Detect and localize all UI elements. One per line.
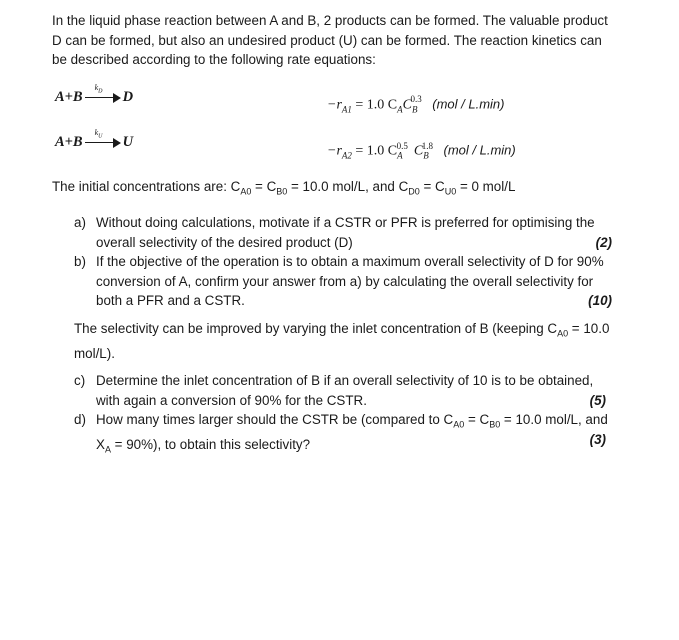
intro-paragraph: In the liquid phase reaction between A and B, 2 products can be formed. The valuable product D can be formed, but also an undesired product (U) can be formed. The reaction kinetics can be described according to the following rate equations: (52, 13, 608, 67)
rate-1-lhs-sub: A1 (341, 104, 352, 115)
question-d (74, 410, 614, 455)
question-c-label: c) (74, 373, 86, 388)
question-d-sub: B0 (489, 419, 501, 430)
question-d-points: (3) (589, 431, 606, 447)
question-a (74, 213, 614, 253)
reaction-1-rhs: D (122, 89, 134, 105)
rate-2-c2-exponent: 1.8 (421, 141, 433, 151)
question-a-text: Without doing calculations, motivate if a CSTR or PFR is preferred for optimising the overall selectivity of the desired product (D) (96, 215, 595, 250)
question-a-points: (2) (595, 234, 612, 250)
initial-text: = 0 mol/L (456, 179, 516, 194)
reaction-1 (55, 82, 134, 106)
initial-sub: B0 (276, 186, 288, 197)
question-b-text: If the objective of the operation is to obtain a maximum overall selectivity of D for 90% conversion of A, confirm your answer from a) by calculating the overall selectivity for both a PFR and a CSTR. (96, 254, 604, 308)
reaction-2 (55, 127, 134, 151)
rate-1-coefficient: = 1.0 C (351, 97, 398, 113)
question-d-text-b: = C (464, 412, 490, 427)
rate-2-coefficient: = 1.0 C (351, 143, 398, 159)
rate-2-c2: C (413, 143, 424, 159)
rate-2-lhs: −r (327, 143, 342, 159)
reaction-1-lhs: A+B (55, 89, 83, 105)
rate-2-c1-exponent: 0.5 (396, 141, 408, 151)
rate-2-unit: (mol / L.min) (443, 142, 516, 158)
question-d-text-d: = 90%), to obtain this selectivity? (110, 437, 311, 453)
question-d-text-c: = 10.0 mol/L, and X (96, 412, 608, 453)
rate-2-c2-sub: B (423, 150, 429, 161)
initial-sub: D0 (408, 186, 420, 197)
rate-1-c2: C (402, 97, 412, 113)
question-d-label: d) (74, 412, 86, 427)
initial-prefix: The initial concentrations are: C (52, 179, 241, 194)
initial-concentrations (52, 177, 515, 202)
question-c (74, 371, 614, 411)
reaction-arrow-icon (85, 127, 121, 148)
question-a-label: a) (74, 215, 86, 230)
middle-text: The selectivity can be improved by varying the inlet concentration of B (keeping C (74, 321, 558, 336)
question-d-text (96, 410, 612, 460)
selectivity-paragraph (74, 319, 620, 364)
rate-1-c2-exponent: 0.3 (410, 94, 422, 104)
rate-constant-label: $k_D$ (94, 82, 103, 95)
middle-text: = 10.0 mol/L). (74, 321, 610, 362)
rate-2-c1-sub: A (397, 150, 403, 161)
question-b-points: (10) (588, 293, 612, 308)
initial-sub: A0 (240, 186, 252, 197)
question-c-text: Determine the inlet concentration of B if an overall selectivity of 10 is to be obtained, with again a conversion of 90% for the CSTR. (96, 373, 594, 408)
question-c-points: (5) (589, 392, 606, 408)
rate-equation-1 (327, 95, 504, 114)
initial-sub: U0 (444, 186, 457, 197)
rate-2-lhs-sub: A2 (341, 150, 352, 161)
initial-text: = C (251, 179, 277, 194)
rate-1-lhs: −r (327, 97, 342, 113)
question-d-sub: A (104, 444, 111, 455)
reaction-arrow-icon (85, 82, 121, 103)
reaction-2-lhs: A+B (55, 134, 83, 150)
question-d-sub: A0 (453, 419, 465, 430)
rate-1-unit: (mol / L.min) (432, 96, 505, 112)
rate-equation-2 (327, 141, 516, 160)
rate-constant-label: $k_U$ (94, 127, 103, 140)
question-b-label: b) (74, 254, 86, 269)
initial-text: = 10.0 mol/L, and C (287, 179, 409, 194)
rate-1-c1-sub: A (397, 104, 403, 115)
initial-text: = C (419, 179, 445, 194)
middle-sub: A0 (557, 328, 569, 339)
question-d-text-a: How many times larger should the CSTR be (compared to C (96, 412, 454, 427)
reaction-2-rhs: U (122, 134, 134, 150)
rate-1-c2-sub: B (411, 104, 418, 115)
